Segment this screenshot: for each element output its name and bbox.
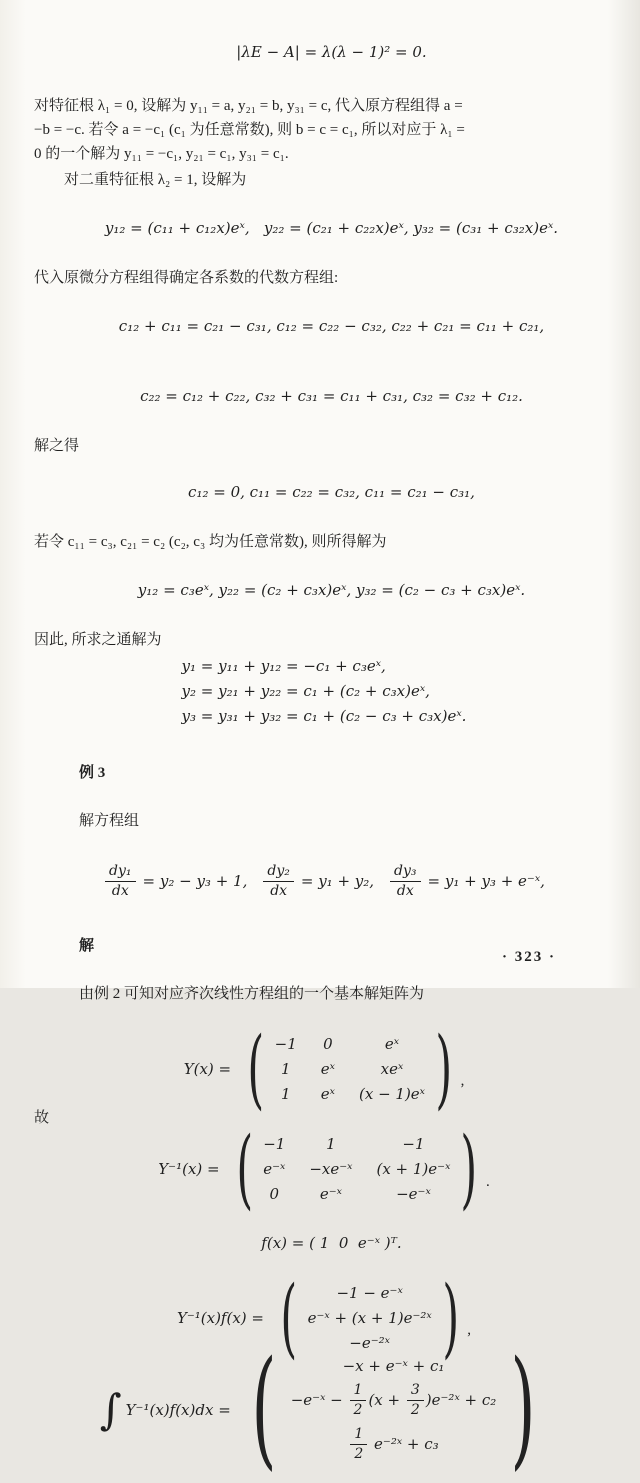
characteristic-equation-text: |λE − A| = λ(λ − 1)² = 0. bbox=[236, 43, 427, 61]
ode-system-row bbox=[34, 863, 614, 900]
matrix-cell: 0 bbox=[269, 1185, 280, 1204]
characteristic-equation bbox=[34, 18, 614, 88]
matrix-Y-after: , bbox=[460, 1073, 465, 1090]
solved-coefficients-text: c₁₂ = 0, c₁₁ = c₂₂ = c₃₂, c₁₁ = c₂₁ − c₃₁, bbox=[188, 483, 475, 501]
trial-solutions-equation bbox=[34, 194, 614, 264]
fraction-denominator: 2 bbox=[410, 1401, 420, 1418]
ode-3 bbox=[388, 863, 545, 900]
left-paren: ( bbox=[247, 1018, 265, 1119]
solution-text: 由例 2 可知对应齐次线性方程组的一个基本解矩阵为 bbox=[79, 985, 425, 1002]
solution-heading bbox=[34, 910, 614, 1030]
fraction-numerator: 1 bbox=[350, 1382, 367, 1401]
gu-label: 故 bbox=[34, 1110, 50, 1127]
coefficient-equations-text2: c₂₂ = c₁₂ + c₂₂, c₃₂ + c₃₁ = c₁₁ + c₃₁, c₃₂ = c₃₂ + c₁₂. bbox=[140, 387, 523, 405]
fraction-numerator: dy₁ bbox=[105, 863, 135, 882]
matrix-cell: 1 bbox=[280, 1084, 291, 1103]
matrix-cell: (x − 1)eˣ bbox=[358, 1084, 425, 1103]
matrix-cell: eˣ bbox=[320, 1084, 335, 1103]
f-vector-equation bbox=[34, 1209, 614, 1279]
row2-part2: (x + bbox=[368, 1391, 405, 1410]
solution-label: 解 bbox=[79, 937, 95, 954]
f-vector-text: f(x) = ( 1 0 e⁻ˣ )ᵀ. bbox=[261, 1233, 402, 1252]
vector-row-with-fractions bbox=[291, 1382, 497, 1419]
example3-label: 例 3 bbox=[79, 765, 106, 781]
Yinv-f-after: , bbox=[467, 1322, 472, 1339]
matrix-Yinv-after: . bbox=[485, 1173, 490, 1190]
example3-title: 解方程组 bbox=[79, 813, 140, 829]
Yinv-f-vector-grid bbox=[308, 1284, 432, 1352]
fraction-denominator: dx bbox=[396, 882, 414, 899]
vector-row: −e⁻²ˣ bbox=[349, 1333, 390, 1352]
row2-part1: −e⁻ˣ − bbox=[290, 1391, 348, 1410]
general-solution-y3: y₃ = y₃₁ + y₃₂ = c₁ + (c₂ − c₃ + c₃x)eˣ. bbox=[181, 707, 467, 725]
fraction-numerator: dy₂ bbox=[263, 863, 293, 882]
ode-2-rhs: = y₁ + y₂, bbox=[300, 872, 375, 891]
left-paren: ( bbox=[251, 1334, 277, 1483]
right-paren: ) bbox=[435, 1018, 453, 1119]
ode-3-rhs: = y₁ + y₃ + e⁻ˣ, bbox=[427, 872, 545, 891]
matrix-cell: eˣ bbox=[384, 1034, 400, 1053]
para-eigenroot1-line3: 0 的一个解为 y₁₁ = −c₁, y₂₁ = c₁, y₃₁ = c₁. bbox=[34, 146, 289, 162]
vector-row: −1 − e⁻ˣ bbox=[336, 1283, 403, 1302]
assume-constants-line: 若令 c₁₁ = c₃, c₂₁ = c₂ (c₂, c₃ 均为任意常数), 则所得解为 bbox=[34, 534, 387, 550]
fraction-dy2-dx bbox=[263, 863, 293, 900]
fraction-denominator: dx bbox=[111, 882, 129, 899]
right-paren: ) bbox=[460, 1119, 478, 1220]
ode-2 bbox=[261, 863, 374, 900]
fraction-one-half bbox=[350, 1382, 367, 1419]
second-solution-equation bbox=[34, 556, 614, 626]
coefficient-equations-line1 bbox=[34, 292, 614, 362]
general-solution-y1: y₁ = y₁₁ + y₁₂ = −c₁ + c₃eˣ, bbox=[181, 657, 386, 675]
matrix-cell: 0 bbox=[323, 1034, 333, 1053]
trial-solutions-text: y₁₂ = (c₁₁ + c₁₂x)eˣ, y₂₂ = (c₂₁ + c₂₂x)eˣ, y₃₂ = (c₃₁ + c₃₂x)eˣ. bbox=[104, 219, 559, 237]
fraction-dy3-dx bbox=[390, 863, 420, 900]
matrix-cell: (x + 1)e⁻ˣ bbox=[376, 1160, 451, 1179]
second-solution-text: y₁₂ = c₃eˣ, y₂₂ = (c₂ + c₃x)eˣ, y₃₂ = (c₂ − c₃ + c₃x)eˣ. bbox=[137, 581, 526, 599]
vector-row: e⁻ˣ + (x + 1)e⁻²ˣ bbox=[307, 1308, 432, 1327]
fraction-numerator: 1 bbox=[350, 1426, 367, 1445]
para-eigenroot1-line2: −b = −c. 若令 a = −c₁ (c₁ 为任意常数), 则 b = c = c₁, 所以对应于 λ₁ = bbox=[34, 122, 465, 138]
therefore-line: 因此, 所求之通解为 bbox=[34, 632, 162, 648]
matrix-cell: −1 bbox=[402, 1135, 425, 1154]
fraction-denominator: 2 bbox=[354, 1445, 364, 1462]
fraction-dy1-dx bbox=[105, 863, 135, 900]
left-paren: ( bbox=[236, 1119, 253, 1220]
row2-part3: )e⁻²ˣ + c₂ bbox=[425, 1391, 497, 1410]
matrix-cell: e⁻ˣ bbox=[263, 1160, 286, 1179]
matrix-cell: 1 bbox=[326, 1135, 336, 1154]
coefficient-equations-line2 bbox=[34, 362, 614, 432]
coefficient-equations-text1: c₁₂ + c₁₁ = c₂₁ − c₃₁, c₁₂ = c₂₂ − c₃₂, c₂₂ + c₂₁ = c₁₁ + c₂₁, bbox=[118, 317, 545, 335]
fraction-denominator: 2 bbox=[353, 1401, 363, 1418]
matrix-cell: −e⁻ˣ bbox=[396, 1185, 431, 1204]
matrix-Yinv-grid bbox=[263, 1135, 450, 1203]
para-eigenroot2-cont: 代入原微分方程组得确定各系数的代数方程组: bbox=[34, 270, 339, 286]
matrix-Y-grid bbox=[275, 1035, 425, 1103]
row3-part1: e⁻²ˣ + c₃ bbox=[369, 1435, 439, 1454]
right-paren: ) bbox=[442, 1267, 459, 1368]
fraction-three-halves bbox=[407, 1382, 424, 1419]
fraction-one-half bbox=[350, 1426, 367, 1463]
para-eigenroot1-line1: 对特征根 λ₁ = 0, 设解为 y₁₁ = a, y₂₁ = b, y₃₁ = c, 代入原方程组得 a = bbox=[34, 98, 463, 114]
Yinv-f-lhs: Y⁻¹(x)f(x) = bbox=[176, 1308, 264, 1327]
fraction-numerator: dy₃ bbox=[390, 863, 420, 882]
matrix-cell: eˣ bbox=[320, 1059, 335, 1078]
matrix-cell: e⁻ˣ bbox=[319, 1185, 342, 1204]
integral-icon: ∫ bbox=[99, 1384, 122, 1434]
integral-vector-grid bbox=[291, 1357, 497, 1462]
integral-equation bbox=[34, 1334, 614, 1483]
fraction-numerator: 3 bbox=[407, 1382, 424, 1401]
vector-row-with-fractions bbox=[348, 1426, 438, 1463]
left-paren: ( bbox=[280, 1267, 298, 1368]
matrix-cell: 1 bbox=[280, 1059, 291, 1078]
right-paren: ) bbox=[510, 1334, 536, 1483]
solved-coefficients-equation bbox=[34, 458, 614, 528]
example3-spacer bbox=[79, 789, 87, 805]
solution-spacer bbox=[79, 962, 87, 978]
matrix-cell: −xe⁻ˣ bbox=[309, 1160, 353, 1179]
para-eigenroot2-head: 对二重特征根 λ₂ = 1, 设解为 bbox=[64, 172, 247, 188]
vector-row: −x + e⁻ˣ + c₁ bbox=[342, 1357, 445, 1376]
fraction-denominator: dx bbox=[270, 882, 288, 899]
matrix-Yinv-lhs: Y⁻¹(x) = bbox=[158, 1160, 220, 1179]
matrix-cell: −1 bbox=[263, 1135, 286, 1154]
fundamental-matrix-equation bbox=[34, 1018, 614, 1119]
solve-lead: 解之得 bbox=[34, 438, 80, 454]
matrix-cell: −1 bbox=[274, 1034, 297, 1053]
general-solution-block bbox=[182, 654, 467, 729]
ode-1 bbox=[103, 863, 247, 900]
general-solution-y2: y₂ = y₂₁ + y₂₂ = c₁ + (c₂ + c₃x)eˣ, bbox=[181, 682, 430, 700]
inverse-matrix-equation bbox=[34, 1119, 614, 1220]
example3-heading bbox=[34, 737, 614, 857]
matrix-cell: xeˣ bbox=[380, 1059, 404, 1078]
page-number: · 323 · bbox=[501, 949, 556, 965]
ode-1-rhs: = y₂ − y₃ + 1, bbox=[142, 872, 248, 891]
integral-lhs: Y⁻¹(x)f(x)dx = bbox=[125, 1400, 231, 1419]
matrix-Y-lhs: Y(x) = bbox=[183, 1059, 232, 1078]
